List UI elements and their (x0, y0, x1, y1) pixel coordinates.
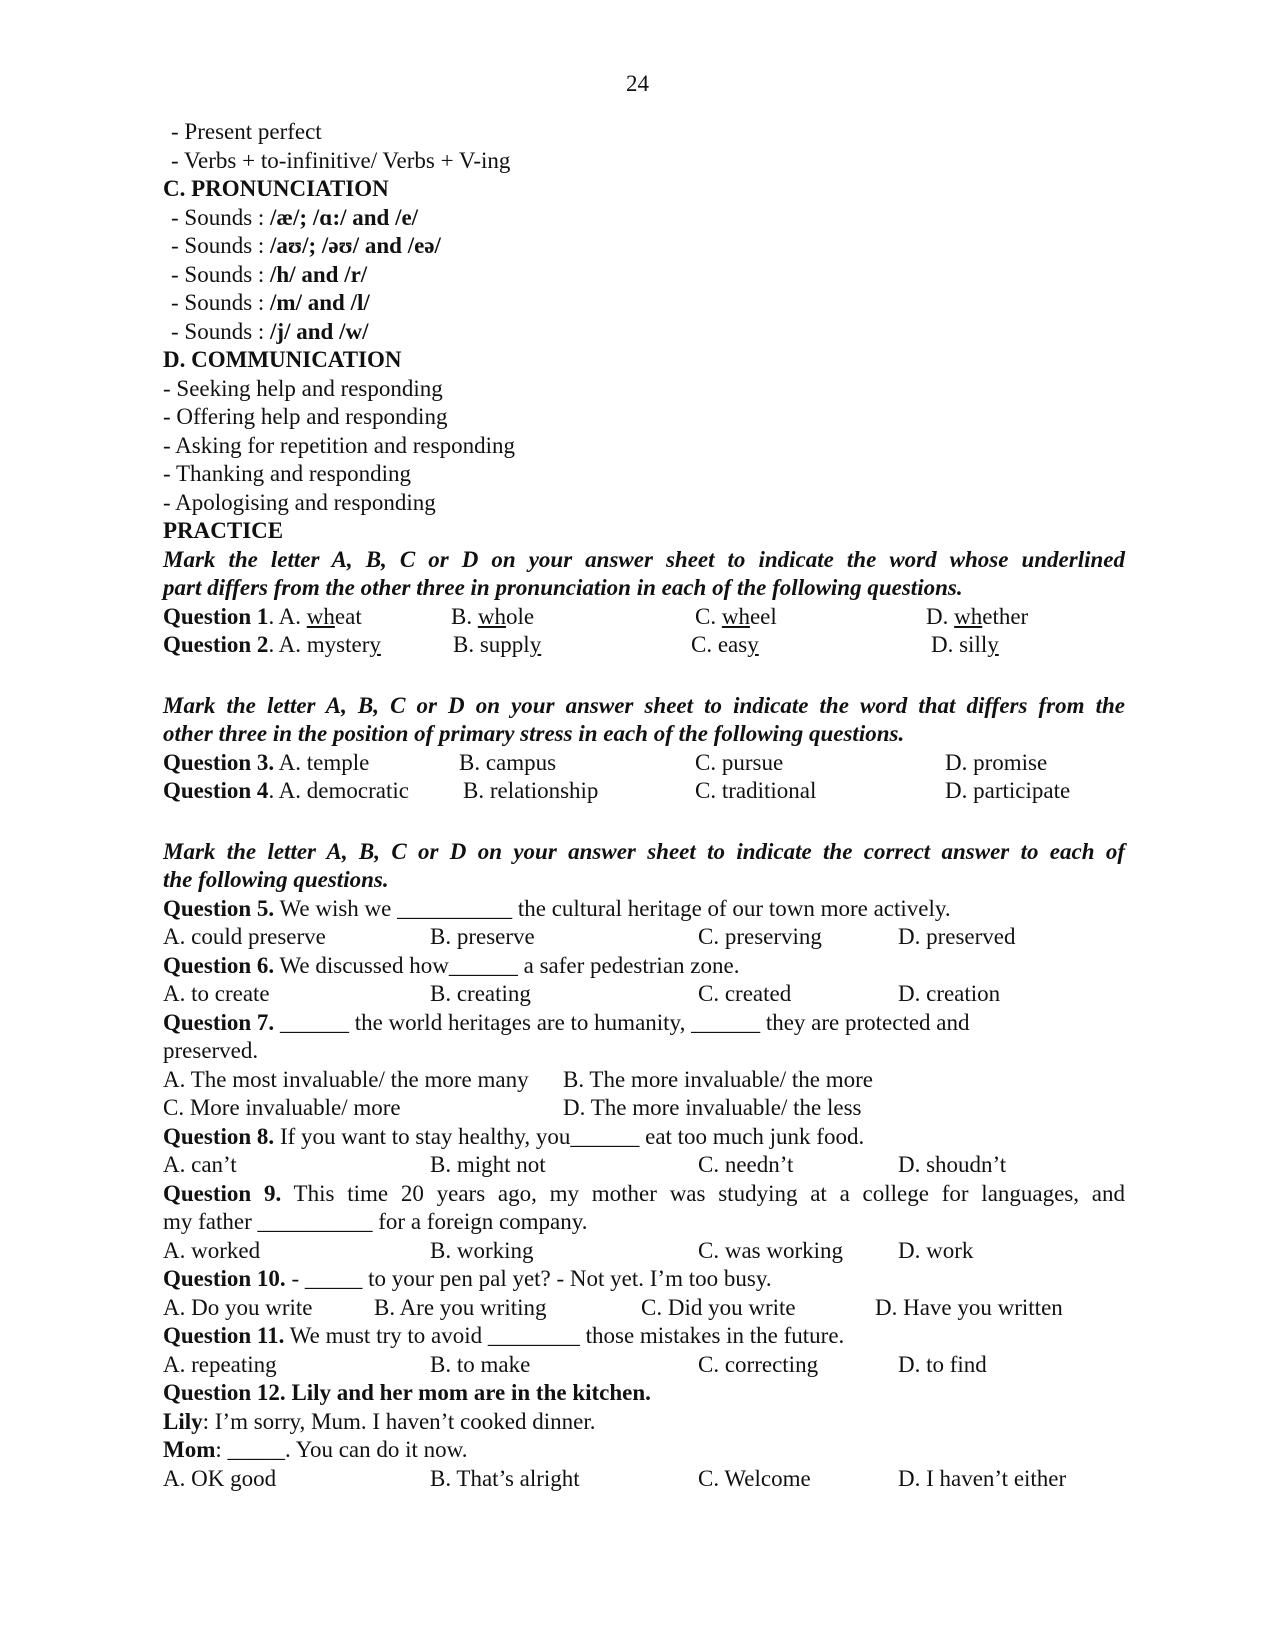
option-c: C. created (698, 981, 792, 1006)
option-c: C. was working (698, 1237, 844, 1263)
page-number: 24 (626, 71, 649, 96)
dialogue-lily: Lily: I’m sorry, Mum. I haven’t cooked dinner. (163, 1408, 596, 1434)
options-9 (163, 1237, 1125, 1266)
question-label: Question 11. (163, 1323, 285, 1348)
option-b: B. preserve (430, 924, 535, 949)
option-b: B. creating (430, 981, 531, 1006)
question-label: Question 6. (163, 952, 275, 978)
option-d: D. shoudn’t (898, 1152, 1007, 1177)
option-b: B. to make (430, 1351, 531, 1377)
option-b: B. The more invaluable/ the more (563, 1066, 873, 1092)
instruction-pronunciation: Mark the letter A, B, C or D on your answer sheet to indicate the word whose underlined (163, 546, 1125, 572)
instruction-correct-answer: the following questions. (163, 867, 389, 892)
option-d: D. to find (898, 1351, 987, 1377)
question-4: Question 4. A. democratic B. relationship C. traditional D. participate (163, 777, 1125, 806)
sounds-item: - Sounds : /h/ and /r/ (171, 261, 368, 287)
option-d: D. silly (931, 632, 999, 657)
question-3: Question 3. A. temple B. campus C. pursue D. promise (163, 749, 1125, 778)
question-label: Question 1 (163, 603, 269, 629)
options-11 (163, 1351, 1125, 1380)
question-5: Question 5. We wish we __________ the cultural heritage of our town more actively. (163, 895, 951, 921)
option-b: B. That’s alright (430, 1465, 580, 1491)
question-label: Question 3. (163, 749, 275, 775)
question-12: Question 12. Lily and her mom are in the kitchen. (163, 1380, 651, 1405)
communication-item: - Thanking and responding (163, 461, 412, 486)
sounds-item: - Sounds : /j/ and /w/ (171, 318, 369, 344)
question-label: Question 10. (163, 1266, 286, 1291)
question-label: Question 9. (163, 1180, 282, 1206)
question-label: Question 8. (163, 1123, 275, 1149)
option-a: A. can’t (163, 1152, 237, 1177)
options-5 (163, 923, 1125, 952)
option-c: C. More invaluable/ more (163, 1095, 401, 1120)
option-b: B. campus (459, 749, 557, 775)
question-label: Question 4 (163, 778, 269, 803)
option-a: A. could preserve (163, 924, 326, 949)
speaker-name: Mom (163, 1437, 216, 1462)
communication-item: - Apologising and responding (163, 489, 436, 515)
option-c: C. easy (691, 632, 759, 657)
communication-item: - Asking for repetition and responding (163, 432, 515, 458)
option-d: D. preserved (898, 924, 1016, 949)
option-d: D. Have you written (875, 1294, 1063, 1320)
question-8: Question 8. If you want to stay healthy, you______ eat too much junk food. (163, 1123, 865, 1149)
question-label: Question 12. (163, 1380, 286, 1405)
option-c: C. needn’t (698, 1152, 794, 1177)
option-b: B. Are you writing (374, 1294, 547, 1320)
option-c: C. pursue (695, 749, 784, 775)
question-label: Question 7. (163, 1009, 275, 1035)
options-7 (163, 1066, 1125, 1095)
communication-heading: D. COMMUNICATION (163, 347, 402, 372)
question-10: Question 10. - _____ to your pen pal yet? - Not yet. I’m too busy. (163, 1266, 772, 1291)
question-1: Question 1. A. wheat B. whole C. wheel D. whether (163, 603, 1125, 632)
option-d: D. whether (926, 603, 1029, 629)
question-7-continued: preserved. (163, 1038, 259, 1063)
options-12 (163, 1465, 1125, 1494)
instruction-stress: other three in the position of primary stress in each of the following questions. (163, 721, 905, 746)
options-6 (163, 980, 1125, 1009)
options-7 (163, 1094, 1125, 1123)
question-label: Question 5. (163, 895, 275, 921)
option-c: C. Did you write (641, 1294, 796, 1320)
option-c: C. preserving (698, 924, 822, 949)
question-label: Question 2 (163, 632, 269, 657)
question-2: Question 2. A. mystery B. supply C. easy D. silly (163, 631, 1125, 660)
speaker-name: Lily (163, 1408, 203, 1434)
option-b: B. whole (451, 603, 535, 629)
option-d: D. promise (945, 749, 1048, 775)
options-10 (163, 1294, 1125, 1323)
question-9-continued: my father __________ for a foreign company. (163, 1209, 588, 1234)
document-body (163, 118, 1125, 1493)
option-c: C. traditional (695, 778, 817, 803)
option-a: A. Do you write (163, 1294, 313, 1320)
sounds-item: - Sounds : /aʊ/; /əʊ/ and /eə/ (171, 233, 441, 258)
instruction-pronunciation: part differs from the other three in pronunciation in each of the following questions. (163, 575, 963, 600)
question-7: Question 7. ______ the world heritages are to humanity, ______ they are protected and (163, 1009, 970, 1035)
dialogue-mom: Mom: _____. You can do it now. (163, 1437, 468, 1462)
grammar-item: - Verbs + to-infinitive/ Verbs + V-ing (171, 147, 511, 173)
option-c: C. Welcome (698, 1465, 811, 1491)
option-c: C. wheel (695, 603, 777, 629)
options-8 (163, 1151, 1125, 1180)
option-a: A. to create (163, 981, 270, 1006)
communication-item: - Seeking help and responding (163, 375, 443, 401)
option-d: D. The more invaluable/ the less (563, 1095, 862, 1120)
option-b: B. working (430, 1237, 534, 1263)
option-b: B. might not (430, 1152, 546, 1177)
instruction-correct-answer: Mark the letter A, B, C or D on your answer sheet to indicate the correct answer to each of (163, 838, 1125, 864)
option-b: B. relationship (463, 778, 599, 803)
option-c: C. correcting (698, 1351, 819, 1377)
option-a: A. repeating (163, 1351, 277, 1377)
option-d: D. I haven’t either (898, 1465, 1067, 1491)
option-d: D. work (898, 1237, 974, 1263)
option-a: A. worked (163, 1237, 261, 1263)
pronunciation-heading: C. PRONUNCIATION (163, 176, 389, 201)
grammar-item: - Present perfect (171, 119, 322, 144)
question-6: Question 6. We discussed how______ a safer pedestrian zone. (163, 952, 740, 978)
sounds-item: - Sounds : /m/ and /l/ (171, 290, 370, 315)
question-11: Question 11. We must try to avoid ________ those mistakes in the future. (163, 1323, 845, 1348)
option-b: B. supply (453, 632, 542, 657)
practice-heading: PRACTICE (163, 518, 284, 543)
communication-item: - Offering help and responding (163, 404, 448, 429)
option-a: A. OK good (163, 1465, 277, 1491)
option-a: A. The most invaluable/ the more many (163, 1066, 529, 1092)
option-d: D. creation (898, 981, 1001, 1006)
sounds-item: - Sounds : /æ/; /ɑ:/ and /e/ (171, 204, 419, 230)
question-9: Question 9. This time 20 years ago, my mother was studying at a college for languages, and (163, 1180, 1125, 1206)
option-d: D. participate (945, 778, 1071, 803)
instruction-stress: Mark the letter A, B, C or D on your answer sheet to indicate the word that differs from the (163, 692, 1125, 718)
